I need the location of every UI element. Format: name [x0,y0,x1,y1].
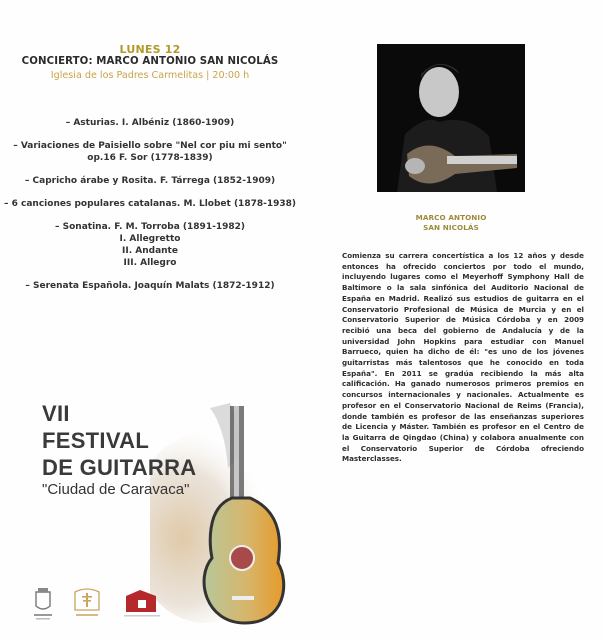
piece-line: – Serenata Española. Joaquín Malats (1872-1912) [25,281,275,291]
artist-last-name: SAN NICOLÁS [423,223,479,232]
artist-first-name: MARCO ANTONIO [415,213,487,222]
program-piece [0,117,300,129]
piece-line: – Variaciones de Paisiello sobre "Nel cor piu mi sento" [13,141,287,151]
red-building-logo [122,588,162,620]
program-list [0,117,300,303]
movement-line: III. Allegro [123,258,177,268]
sponsor-logos [32,588,172,624]
festival-subtitle: "Ciudad de Caravaca" [42,481,190,498]
festival-title [42,400,196,499]
guitarist-portrait-image [377,44,525,192]
event-day: LUNES 12 [119,43,181,56]
program-piece [0,221,300,269]
town-hall-crest-logo [32,588,54,622]
piece-line: – 6 canciones populares catalanas. M. Llobet (1878-1938) [4,199,296,209]
piece-line: – Asturias. I. Albéniz (1860-1909) [65,118,235,128]
movement-line: II. Andante [122,246,178,256]
program-piece [0,198,300,210]
program-panel [0,0,300,640]
piece-line: – Sonatina. F. M. Torroba (1891-1982) [55,222,245,232]
movement-line: I. Allegretto [119,234,181,244]
artist-biography: Comienza su carrera concertística a los 12 años y desde entonces ha ofrecido conciertos por todo el mundo, incluyendo lugares como el Meyerhoff Symphony Hall de Baltimore o la sala sinfónica del Auditorio Nacional de España en Madrid. Realizó sus estudios de guitarra en el Conservatorio Profesional de Música de Murcia y en el Conservatorio Superior de Música Córdoba y en 2009 recibió una beca del gobierno de Andalucía y de la universidad John Hopkins para estudiar con Manuel Barrueco, quien ha dicho de él: "es uno de los jóvenes guitarristas más talentosos que he conocido en toda España". En 2011 se gradúa recibiendo la más alta calificación. Ha ganado numerosos primeros premios en concursos internacionales y nacionales. Actualmente es profesor en el Conservatorio Nacional de Reims (Francia), donde también es profesor de las enseñanzas superiores de Licencia y Máster. También es profesor en el Centro de la Guitarra de Qingdao (China) y colabora anualmente con el Conservatorio Superior de Córdoba ofreciendo Masterclasses. [342,251,584,464]
program-piece [0,175,300,187]
program-piece [0,140,300,164]
artist-photo [377,44,525,192]
festival-edition: VII [42,401,70,426]
festival-line1: FESTIVAL [42,428,150,453]
concert-title: CONCIERTO: MARCO ANTONIO SAN NICOLÁS [21,56,279,67]
program-piece [0,280,300,292]
artist-caption [370,213,532,233]
cross-sanctuary-logo [72,588,102,620]
concert-venue: Iglesia de los Padres Carmelitas | 20:00 h [50,70,250,81]
piece-line: – Capricho árabe y Rosita. F. Tárrega (1852-1909) [24,176,276,186]
piece-line: op.16 F. Sor (1778-1839) [87,153,213,163]
festival-line2: DE GUITARRA [42,455,197,480]
